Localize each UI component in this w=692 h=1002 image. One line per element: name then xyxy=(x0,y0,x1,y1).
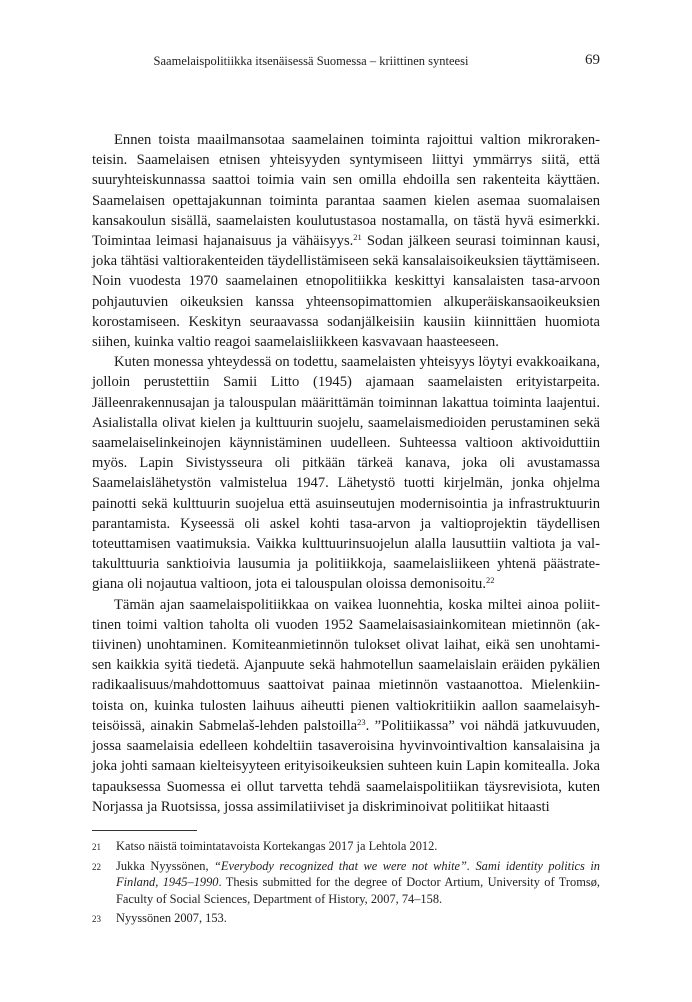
footnote-text xyxy=(116,858,600,907)
paragraph-3-text-a: Tämän ajan saamelaispolitiikkaa on vaikea luonnehtia, koska miltei ainoa poliittinen toimi valtion taholta oli vuoden 1952 Saamelaisasiainkomitean mietinnön (aktiivinen) unohtaminen. Komiteanmietinnön tulokset olivat laihat, eikä sen unohtamisen kaikkia syitä tiedetä. Ajanpuute sekä hahmotellun saamelaislain eräiden pykälien radikaalisuus/mahdottomuus saattoivat painaa mietinnön vastaanottoa. Mielenkiintoista on, kuinka tulosten laihuus aiheutti pienen valtiokritiikin aallon saamelaisyhteisöissä, ainakin Sabmelaš-lehden palstoilla xyxy=(92,596,600,734)
page-number: 69 xyxy=(585,52,600,68)
footnote-number: 23 xyxy=(92,913,101,924)
paragraph-3-text-b: . ”Politiikassa” voi nähdä jatkuvuuden, jossa saamelaisia edelleen kohdeltiin tasaveroisina hyvinvointivaltion kansalaisina ja joka johti samaan kielteisyyteen erityisoikeuksien suhteen kuin Lapin komitealla. Joka tapauksessa Suomessa ei ollut tarvetta tehdä saamelaispolitiikan täysrevisiota, kuten Norjassa ja Ruotsissa, jossa assimilatiiviset ja diskriminoivat politiikat hitaasti xyxy=(92,717,600,815)
running-header xyxy=(92,52,600,72)
paragraph-3 xyxy=(92,595,600,817)
footnote-23 xyxy=(92,910,600,927)
footnote-21 xyxy=(92,838,600,855)
footnote-ref-23: 23 xyxy=(357,716,366,727)
footnote-ref-22: 22 xyxy=(485,575,495,586)
paragraph-1-text-a: Ennen toista maailmansotaa saamelainen toiminta rajoittui valtion mikrorakenteisin. Saamelaisen etnisen yhteisyyden syntymiseen liittyi ymmärrys siitä, että suuryhteiskunnassa saattoi toimia vain sen omilla ehdoilla sen rakenteita käyttäen. Saamelaisen opettajakunnan toiminta parantaa saamen kielen asemaa suomalaisen kansakoulun sisällä, saamelaisten koulutustasoa nostamalla, on tästä hyvä esimerkki. Toimintaa leimasi hajanaisuus ja vähäisyys. xyxy=(92,132,600,250)
footnotes xyxy=(92,838,600,930)
footnote-22 xyxy=(92,858,600,907)
footnote-number: 21 xyxy=(92,842,101,852)
footnote-text: Nyyssönen 2007, 153. xyxy=(116,910,227,925)
paragraph-1 xyxy=(92,130,600,352)
body-text xyxy=(92,130,600,817)
footnote-details: . Thesis submitted for the degree of Doctor Artium, University of Tromsø, Faculty of Social Sciences, Department of History, 2007, 74–158. xyxy=(116,875,600,906)
running-title: Saamelaispolitiikka itsenäisessä Suomessa – kriittinen synteesi xyxy=(153,54,469,68)
footnote-title: “Everybody recognized that we were not white”. Sami identity politics in Finland, 1945–1990 xyxy=(116,859,600,890)
footnote-number: 22 xyxy=(92,862,101,873)
footnote-ref-21: 21 xyxy=(353,232,362,243)
paragraph-2 xyxy=(92,352,600,594)
footnote-text: Katso näistä toimintatavoista Kortekangas 2017 ja Lehtola 2012. xyxy=(116,839,438,853)
footnote-separator xyxy=(92,830,197,831)
footnote-author: Jukka Nyyssönen, xyxy=(116,859,215,874)
paragraph-1-text-b: Sodan jälkeen seurasi toiminnan kausi, joka tähtäsi valtiorakenteiden täydellistämiseen sekä kansalaisoikeuksien täyttämiseen. Noin vuodesta 1970 saamelainen etnopolitiikka keskittyi kansalaisten tasa-arvoon pohjautuvien oikeuksien kanssa yhteensopimattomien alkuperäiskansaoikeuksien korostamiseen. Keskityn seuraavassa sodanjälkeisiin kausiin kiinnittäen huomiota siihen, kuinka valtio reagoi saamelaisliikkeen kasvavaan haasteeseen. xyxy=(92,233,600,351)
paragraph-2-text-a: Kuten monessa yhteydessä on todettu, saamelaisten yhteisyys löytyi evakkoaikana, jolloin perustettiin Samii Litto (1945) ajamaan saamelaisten erityistarpeita. Jälleenrakennusajan ja talouspulan määrittämän toiminnan lakattua toiminta laajentui. Asialistalla olivat kielen ja kulttuurin suojelu, saamelaismedioiden perustaminen sekä saamelaiselinkeinojen käynnistäminen uudelleen. Suhteessa valtioon aktivoiduttiin myös. Lapin Sivistysseura oli pitkään tärkeä kanava, joka oli avustamassa Saamelaislähetystön valmistelua 1947. Lähetystö tuotti kirjelmän, jonka ohjelma painotti sekä kulttuurin suojelua että asuinseutujen modernisointia ja infrastruktuurin parantamista. Kyseessä oli askel kohti tasa-arvon ja valtioprojektin täydellisen toteuttamisen vaatimuksia. Vaikka kulttuurinsuojelun alalla lausuttiin valtiota ja valtakulttuuria sanktioivia lausumia ja politiikkoja, saamelaisliikeen yhtenä päästrategiana oli nojautua valtioon, jota ei talouspulan oloissa demonisoitu. xyxy=(92,354,600,593)
